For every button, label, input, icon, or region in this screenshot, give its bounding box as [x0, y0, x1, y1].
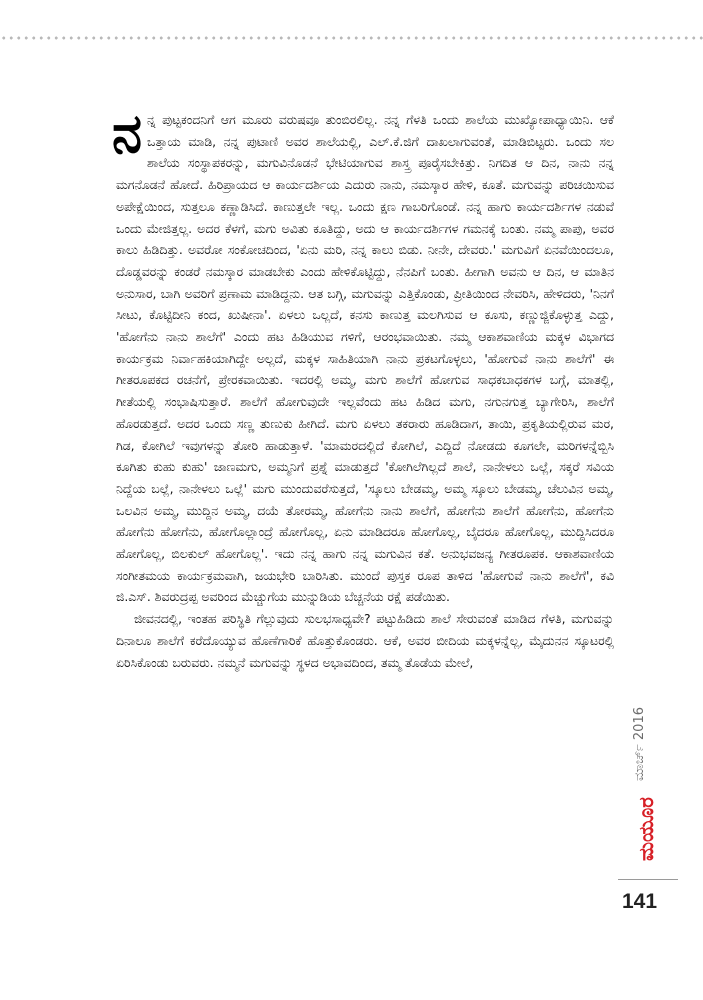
article-body	[112, 101, 614, 889]
issue-date: ಮಾರ್ಚ್ 2016	[632, 707, 647, 781]
article-paragraph-1	[112, 101, 614, 608]
paragraph-1-text: ನ್ನ ಪುಟ್ಟಕಂದನಿಗೆ ಆಗ ಮೂರು ವರುಷವೂ ತುಂಬಿರಲಿಲ್ಲ. ನನ್ನ ಗೆಳತಿ ಒಂದು ಶಾಲೆಯ ಮುಖ್ಯೋಪಾಧ್ಯಾಯಿನಿ. ಆಕೆ ಒತ್ತಾಯ ಮಾಡಿ, ನನ್ನ ಪುಟಾಣಿ ಅವರ ಶಾಲೆಯಲ್ಲಿ, ಎಲ್.ಕೆ.ಜಿಗೆ ದಾಖಲಾಗುವಂತೆ, ಮಾಡಿಬಿಟ್ಟರು. ಒಂದು ಸಲ ಶಾಲೆಯ ಸಂಸ್ಥಾಪಕರನ್ನು, ಮಗುವಿನೊಡನೆ ಭೇಟಿಯಾಗುವ ಶಾಸ್ತ್ರ ಪೂರೈಸಬೇಕಿತ್ತು. ನಿಗದಿತ ಆ ದಿನ, ನಾನು ನನ್ನ ಮಗನೊಡನೆ ಹೋದೆ. ಹಿರಿಪ್ರಾಯದ ಆ ಕಾರ್ಯದರ್ಶಿಯ ಎದುರು ನಾನು, ನಮಸ್ಕಾರ ಹೇಳಿ, ಕೂತೆ. ಮಗುವನ್ನು ಪರಿಚಯಿಸುವ ಅಪೇಕ್ಷೆಯಿಂದ, ಸುತ್ತಲೂ ಕಣ್ಣಾಡಿಸಿದೆ. ಕಾಣುತ್ತಲೇ ಇಲ್ಲ. ಒಂದು ಕ್ಷಣ ಗಾಬರಿಗೊಂಡೆ. ನನ್ನ ಹಾಗು ಕಾರ್ಯದರ್ಶಿಗಳ ನಡುವೆ ಒಂದು ಮೇಜಿತ್ತಲ್ಲ. ಅದರ ಕೆಳಗೆ, ಮಗು ಅವಿತು ಕೂತಿದ್ದು, ಅದು ಆ ಕಾರ್ಯದರ್ಶಿಗಳ ಗಮನಕ್ಕೆ ಬಂತು. ನಮ್ಮ ಪಾಪು, ಅವರ ಕಾಲು ಹಿಡಿದಿತ್ತು. ಅವರೋ ಸಂಕೋಚದಿಂದ, 'ಏನು ಮರಿ, ನನ್ನ ಕಾಲು ಬಿಡು. ನೀನೇ, ದೇವರು.' ಮಗುವಿಗೆ ಏನವೆಯಿಂದಲೂ, ದೊಡ್ಡವರನ್ನು ಕಂಡರೆ ನಮಸ್ಕಾರ ಮಾಡಬೇಕು ಎಂದು ಹೇಳಿಕೊಟ್ಟಿದ್ದು, ನೆನಪಿಗೆ ಬಂತು. ಹೀಗಾಗಿ ಅವನು ಆ ದಿನ, ಆ ಮಾತಿನ ಅನುಸಾರ, ಬಾಗಿ ಅವರಿಗೆ ಪ್ರಣಾಮ ಮಾಡಿದ್ದನು. ಆತ ಬಗ್ಗಿ, ಮಗುವನ್ನು ಎತ್ತಿಕೊಂಡು, ಪ್ರೀತಿಯಿಂದ ನೇವರಿಸಿ, ಹೇಳಿದರು, 'ನಿನಗೆ ಸೀಟು, ಕೊಟ್ಟಿದೀನಿ ಕಂದ, ಖುಷೀನಾ'. ಏಳಲು ಒಲ್ಲದೆ, ಕನಸು ಕಾಣುತ್ತ ಮಲಗಿಸುವ ಆ ಕೂಸು, ಕಣ್ಣುಜ್ಜಿಕೊಳ್ಳುತ್ತ ಎದ್ದು, 'ಹೋಗೆನು ನಾನು ಶಾಲೆಗೆ' ಎಂದು ಹಟ ಹಿಡಿಯುವ ಗಳಿಗೆ, ಆರಂಭವಾಯಿತು. ನಮ್ಮ ಆಕಾಶವಾಣಿಯ ಮಕ್ಕಳ ವಿಭಾಗದ ಕಾರ್ಯಕ್ರಮ ನಿರ್ವಾಹಕಿಯಾಗಿದ್ದೇ ಅಲ್ಲದೆ, ಮಕ್ಕಳ ಸಾಹಿತಿಯಾಗಿ ನಾನು ಪ್ರಕಟಗೊಳ್ಳಲು, 'ಹೋಗುವೆ ನಾನು ಶಾಲೆಗೆ' ಈ ಗೀತರೂಪಕದ ರಚನೆಗೆ, ಪ್ರೇರಕವಾಯಿತು. ಇದರಲ್ಲಿ ಅಮ್ಮ, ಮಗು ಶಾಲೆಗೆ ಹೋಗುವ ಸಾಧಕಬಾಧಕಗಳ ಬಗ್ಗೆ, ಮಾತಲ್ಲಿ, ಗೀತೆಯಲ್ಲಿ ಸಂಭಾಷಿಸುತ್ತಾರೆ. ಶಾಲೆಗೆ ಹೋಗುವುದೇ ಇಲ್ಲವೆಂದು ಹಟ ಹಿಡಿದ ಮಗು, ನಗುನಗುತ್ತ ಬ್ಯಾಗೇರಿಸಿ, ಶಾಲೆಗೆ ಹೊರಡುತ್ತದೆ. ಅದರ ಒಂದು ಸಣ್ಣ ತುಣುಕು ಹೀಗಿದೆ. ಮಗು ಏಳಲು ತಕರಾರು ಹೂಡಿದಾಗ, ತಾಯಿ, ಪ್ರಕೃತಿಯಲ್ಲಿರುವ ಮರ, ಗಿಡ, ಕೋಗಿಲೆ ಇವುಗಳನ್ನು ತೋರಿ ಹಾಡುತ್ತಾಳೆ. 'ಮಾಮರದಲ್ಲಿದೆ ಕೋಗಿಲೆ, ಎದ್ದಿದೆ ನೋಡದು ಕೂಗಲೇ, ಮರಿಗಳನ್ನೆಬ್ಬಿಸಿ ಕೂಗಿತು ಕುಹು ಕುಹು' ಜಾಣಮಗು, ಅಮ್ಮನಿಗೆ ಪ್ರಶ್ನೆ ಮಾಡುತ್ತದೆ 'ಕೋಗಿಲೆಗಿಲ್ಲದೆ ಶಾಲೆ, ನಾನೇಳಲು ಒಲ್ಲೆ, ಸಕ್ಕರೆ ಸವಿಯ ನಿದ್ದೆಯ ಬಲ್ಲೆ, ನಾನೇಳಲು ಒಲ್ಲೆ' ಮಗು ಮುಂದುವರೆಸುತ್ತದೆ, 'ಸ್ಕೂಲು ಬೇಡಮ್ಮ, ಅಮ್ಮ ಸ್ಕೂಲು ಬೇಡಮ್ಮ, ಚೆಲುವಿನ ಅಮ್ಮ, ಒಲವಿನ ಅಮ್ಮ, ಮುದ್ದಿನ ಅಮ್ಮ, ದಯೆ ತೋರಮ್ಮ, ಹೋಗೆನು ನಾನು ಶಾಲೆಗೆ, ಹೋಗೆನು ಶಾಲೆಗೆ ಹೋಗೆನು, ಹೋಗೆನು ಹೋಗೆನು ಹೋಗೆನು, ಹೋಗೊಲ್ಲಾಂದ್ರೆ ಹೋಗೊಲ್ಲ, ಏನು ಮಾಡಿದರೂ ಹೋಗೊಲ್ಲ, ಬೈದರೂ ಹೋಗೊಲ್ಲ, ಮುದ್ದಿಸಿದರೂ ಹೋಗೊಲ್ಲ, ಬಿಲಕುಲ್ ಹೋಗೊಲ್ಲ'. ಇದು ನನ್ನ ಹಾಗು ನನ್ನ ಮಗುವಿನ ಕತೆ. ಅನುಭವಜನ್ಯ ಗೀತರೂಪಕ. ಆಕಾಶವಾಣಿಯ ಸಂಗೀತಮಯ ಕಾರ್ಯಕ್ರಮವಾಗಿ, ಜಯಭೇರಿ ಬಾರಿಸಿತು. ಮುಂದೆ ಪುಸ್ತಕ ರೂಪ ತಾಳಿದ 'ಹೋಗುವೆ ನಾನು ಶಾಲೆಗೆ', ಕವಿ ಜಿ.ಎಸ್. ಶಿವರುದ್ರಪ್ಪ ಅವರಿಂದ ಮೆಚ್ಚುಗೆಯ ಮುನ್ನುಡಿಯ ಬೆಚ್ಚನೆಯ ರಕ್ಷೆ ಪಡೆಯಿತು.	[116, 112, 614, 605]
magazine-logo: ಮಯೂರ	[634, 797, 658, 861]
page-number: 141	[622, 890, 658, 913]
paragraph-2-text: ಜೀವನದಲ್ಲಿ, ಇಂತಹ ಪರಿಸ್ಥಿತಿ ಗೆಲ್ಲುವುದು ಸುಲಭಸಾಧ್ಯವೇ? ಪಟ್ಟುಹಿಡಿದು ಶಾಲೆ ಸೇರುವಂತೆ ಮಾಡಿದ ಗೆಳತಿ, ಮಗುವನ್ನು ದಿನಾಲೂ ಶಾಲೆಗೆ ಕರೆದೊಯ್ಯುವ ಹೊಣೆಗಾರಿಕೆ ಹೊತ್ತುಕೊಂಡರು. ಆಕೆ, ಅವರ ಬೀದಿಯ ಮಕ್ಕಳನ್ನೆಲ್ಲ, ಮೈದುನನ ಸ್ಕೂಟರಲ್ಲಿ ಏರಿಸಿಕೊಂಡು ಬರುವರು. ನಮ್ಮನೆ ಮಗುವನ್ನು ಸ್ಥಳದ ಅಭಾವದಿಂದ, ತಮ್ಮ ತೊಡೆಯ ಮೇಲೆ,	[116, 611, 614, 670]
dotted-top-border	[0, 36, 703, 40]
magazine-sidebar	[632, 705, 662, 870]
drop-cap: ನ	[112, 101, 143, 165]
page-number-rule	[618, 879, 678, 880]
article-paragraph-2	[116, 608, 614, 673]
